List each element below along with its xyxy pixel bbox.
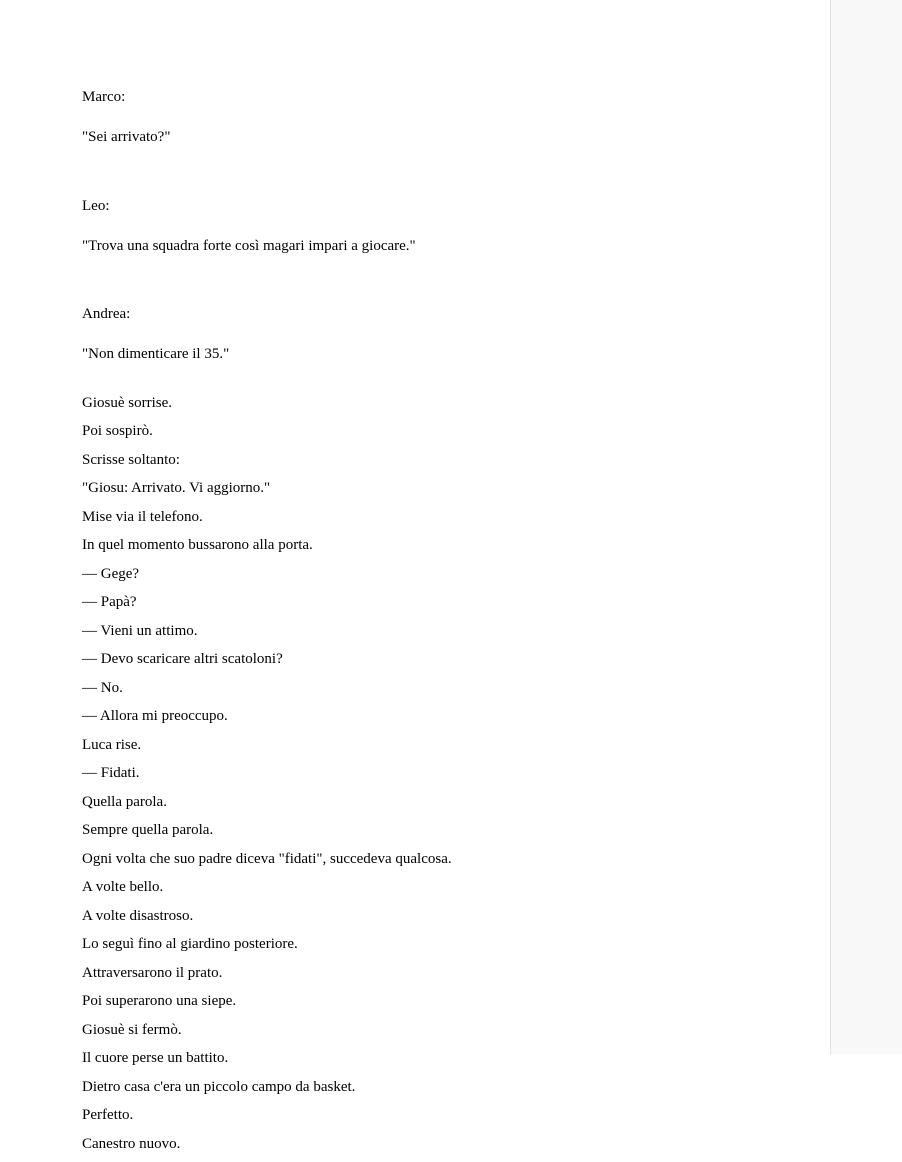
paragraph: — Gege? <box>82 565 140 582</box>
paragraph: — No. <box>82 679 123 696</box>
speech-line: "Trova una squadra forte così magari impari a giocare." <box>82 237 416 254</box>
paragraph: Giosuè sorrise. <box>82 394 172 411</box>
paragraph: Luca rise. <box>82 736 142 753</box>
paragraph: Attraversarono il prato. <box>82 964 223 981</box>
paragraph: Sempre quella parola. <box>82 822 214 838</box>
paragraph: Mise via il telefono. <box>82 508 203 525</box>
side-panel <box>830 0 902 1054</box>
paragraph: Lo seguì fino al giardino posteriore. <box>82 936 298 952</box>
paragraph: Giosuè si fermò. <box>82 1021 182 1038</box>
paragraph: Scrisse soltanto: <box>82 451 180 468</box>
speaker-name: Andrea: <box>82 306 131 322</box>
paragraph: Dietro casa c'era un piccolo campo da basket. <box>82 1078 356 1095</box>
paragraph: Canestro nuovo. <box>82 1135 181 1152</box>
paragraph: — Papà? <box>82 594 137 610</box>
paragraph: — Devo scaricare altri scatoloni? <box>82 651 283 667</box>
paragraph: Il cuore perse un battito. <box>82 1050 229 1066</box>
document-body <box>82 67 782 1162</box>
speech-line: "Sei arrivato?" <box>82 129 171 145</box>
dialogue-block <box>82 67 782 167</box>
paragraph: Poi superarono una siepe. <box>82 993 237 1009</box>
paragraph: A volte bello. <box>82 879 164 895</box>
paragraph: Ogni volta che suo padre diceva "fidati", succedeva qualcosa. <box>82 850 452 867</box>
paragraph: Perfetto. <box>82 1107 134 1123</box>
paragraph: — Fidati. <box>82 765 140 781</box>
speech-line: "Non dimenticare il 35." <box>82 346 230 362</box>
dialogue-block <box>82 284 782 384</box>
paragraph: "Giosu: Arrivato. Vi aggiorno." <box>82 480 271 496</box>
dialogue-block <box>82 176 782 276</box>
paragraph: — Allora mi preoccupo. <box>82 708 228 724</box>
paragraph: Poi sospirò. <box>82 423 153 439</box>
speaker-name: Leo: <box>82 197 110 214</box>
paragraph: Quella parola. <box>82 793 167 810</box>
paragraph: — Vieni un attimo. <box>82 622 198 639</box>
speaker-name: Marco: <box>82 89 126 105</box>
paragraph: In quel momento bussarono alla porta. <box>82 537 313 553</box>
paragraph: A volte disastroso. <box>82 907 194 924</box>
